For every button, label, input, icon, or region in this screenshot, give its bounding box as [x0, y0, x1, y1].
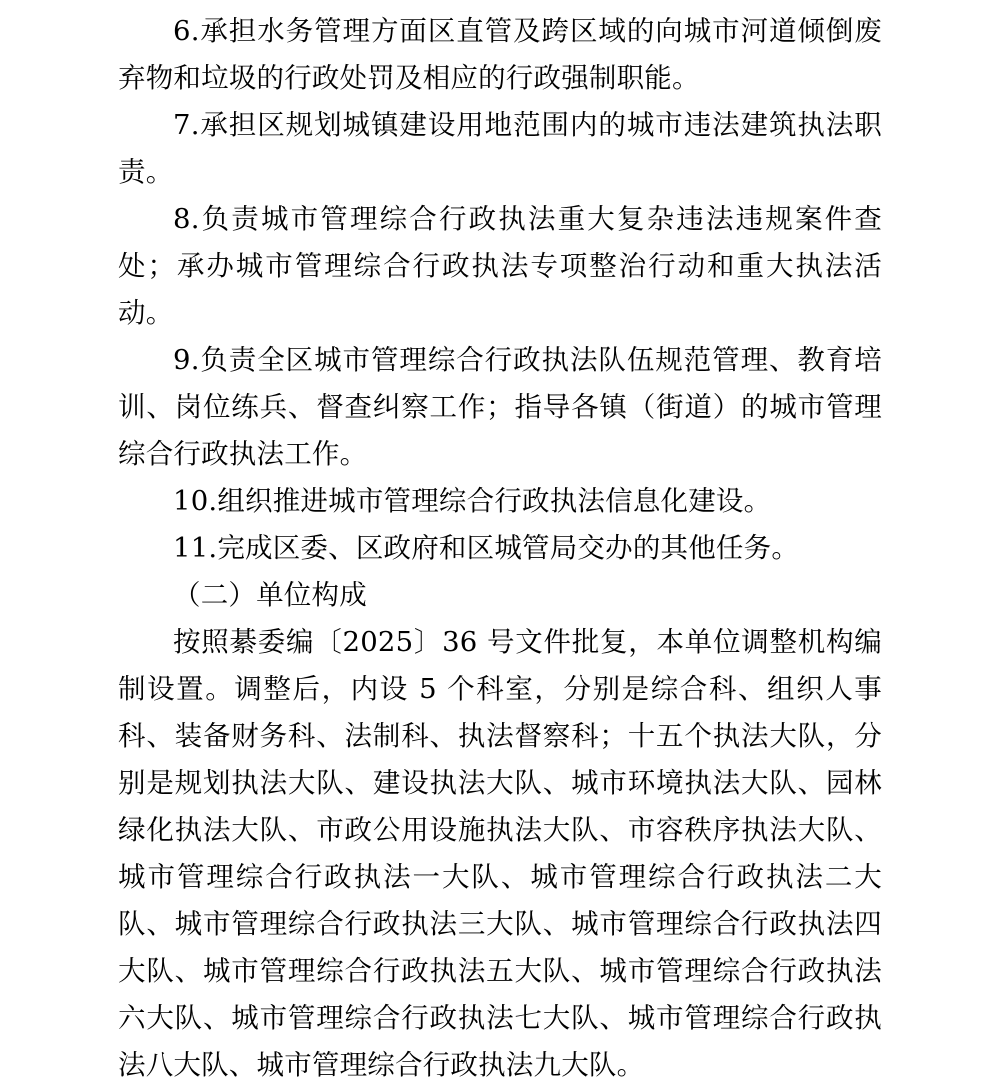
paragraph-item-9: 9.负责全区城市管理综合行政执法队伍规范管理、教育培训、岗位练兵、督查纠察工作；指导各镇（街道）的城市管理综合行政执法工作。: [118, 344, 882, 470]
paragraph-item-11: 11.完成区委、区政府和区城管局交办的其他任务。: [173, 532, 800, 564]
paragraph-item-10: 10.组织推进城市管理综合行政执法信息化建设。: [173, 485, 772, 517]
section-heading-unit-composition: （二）单位构成: [173, 579, 367, 611]
paragraph-item-6: 6.承担水务管理方面区直管及跨区域的向城市河道倾倒废弃物和垃圾的行政处罚及相应的行政强制职能。: [118, 15, 882, 94]
paragraph-unit-composition-body: 按照綦委编〔2025〕36 号文件批复，本单位调整机构编制设置。调整后，内设 5 个科室，分别是综合科、组织人事科、装备财务科、法制科、执法督察科；十五个执法大队，分别是规划执法大队、建设执法大队、城市环境执法大队、园林绿化执法大队、市政公用设施执法大队、市容秩序执法大队、城市管理综合行政执法一大队、城市管理综合行政执法二大队、城市管理综合行政执法三大队、城市管理综合行政执法四大队、城市管理综合行政执法五大队、城市管理综合行政执法六大队、城市管理综合行政执法七大队、城市管理综合行政执法八大队、城市管理综合行政执法九大队。: [118, 626, 882, 1081]
paragraph-item-8: 8.负责城市管理综合行政执法重大复杂违法违规案件查处；承办城市管理综合行政执法专项整治行动和重大执法活动。: [118, 203, 882, 329]
paragraph-item-7: 7.承担区规划城镇建设用地范围内的城市违法建筑执法职责。: [118, 109, 882, 188]
